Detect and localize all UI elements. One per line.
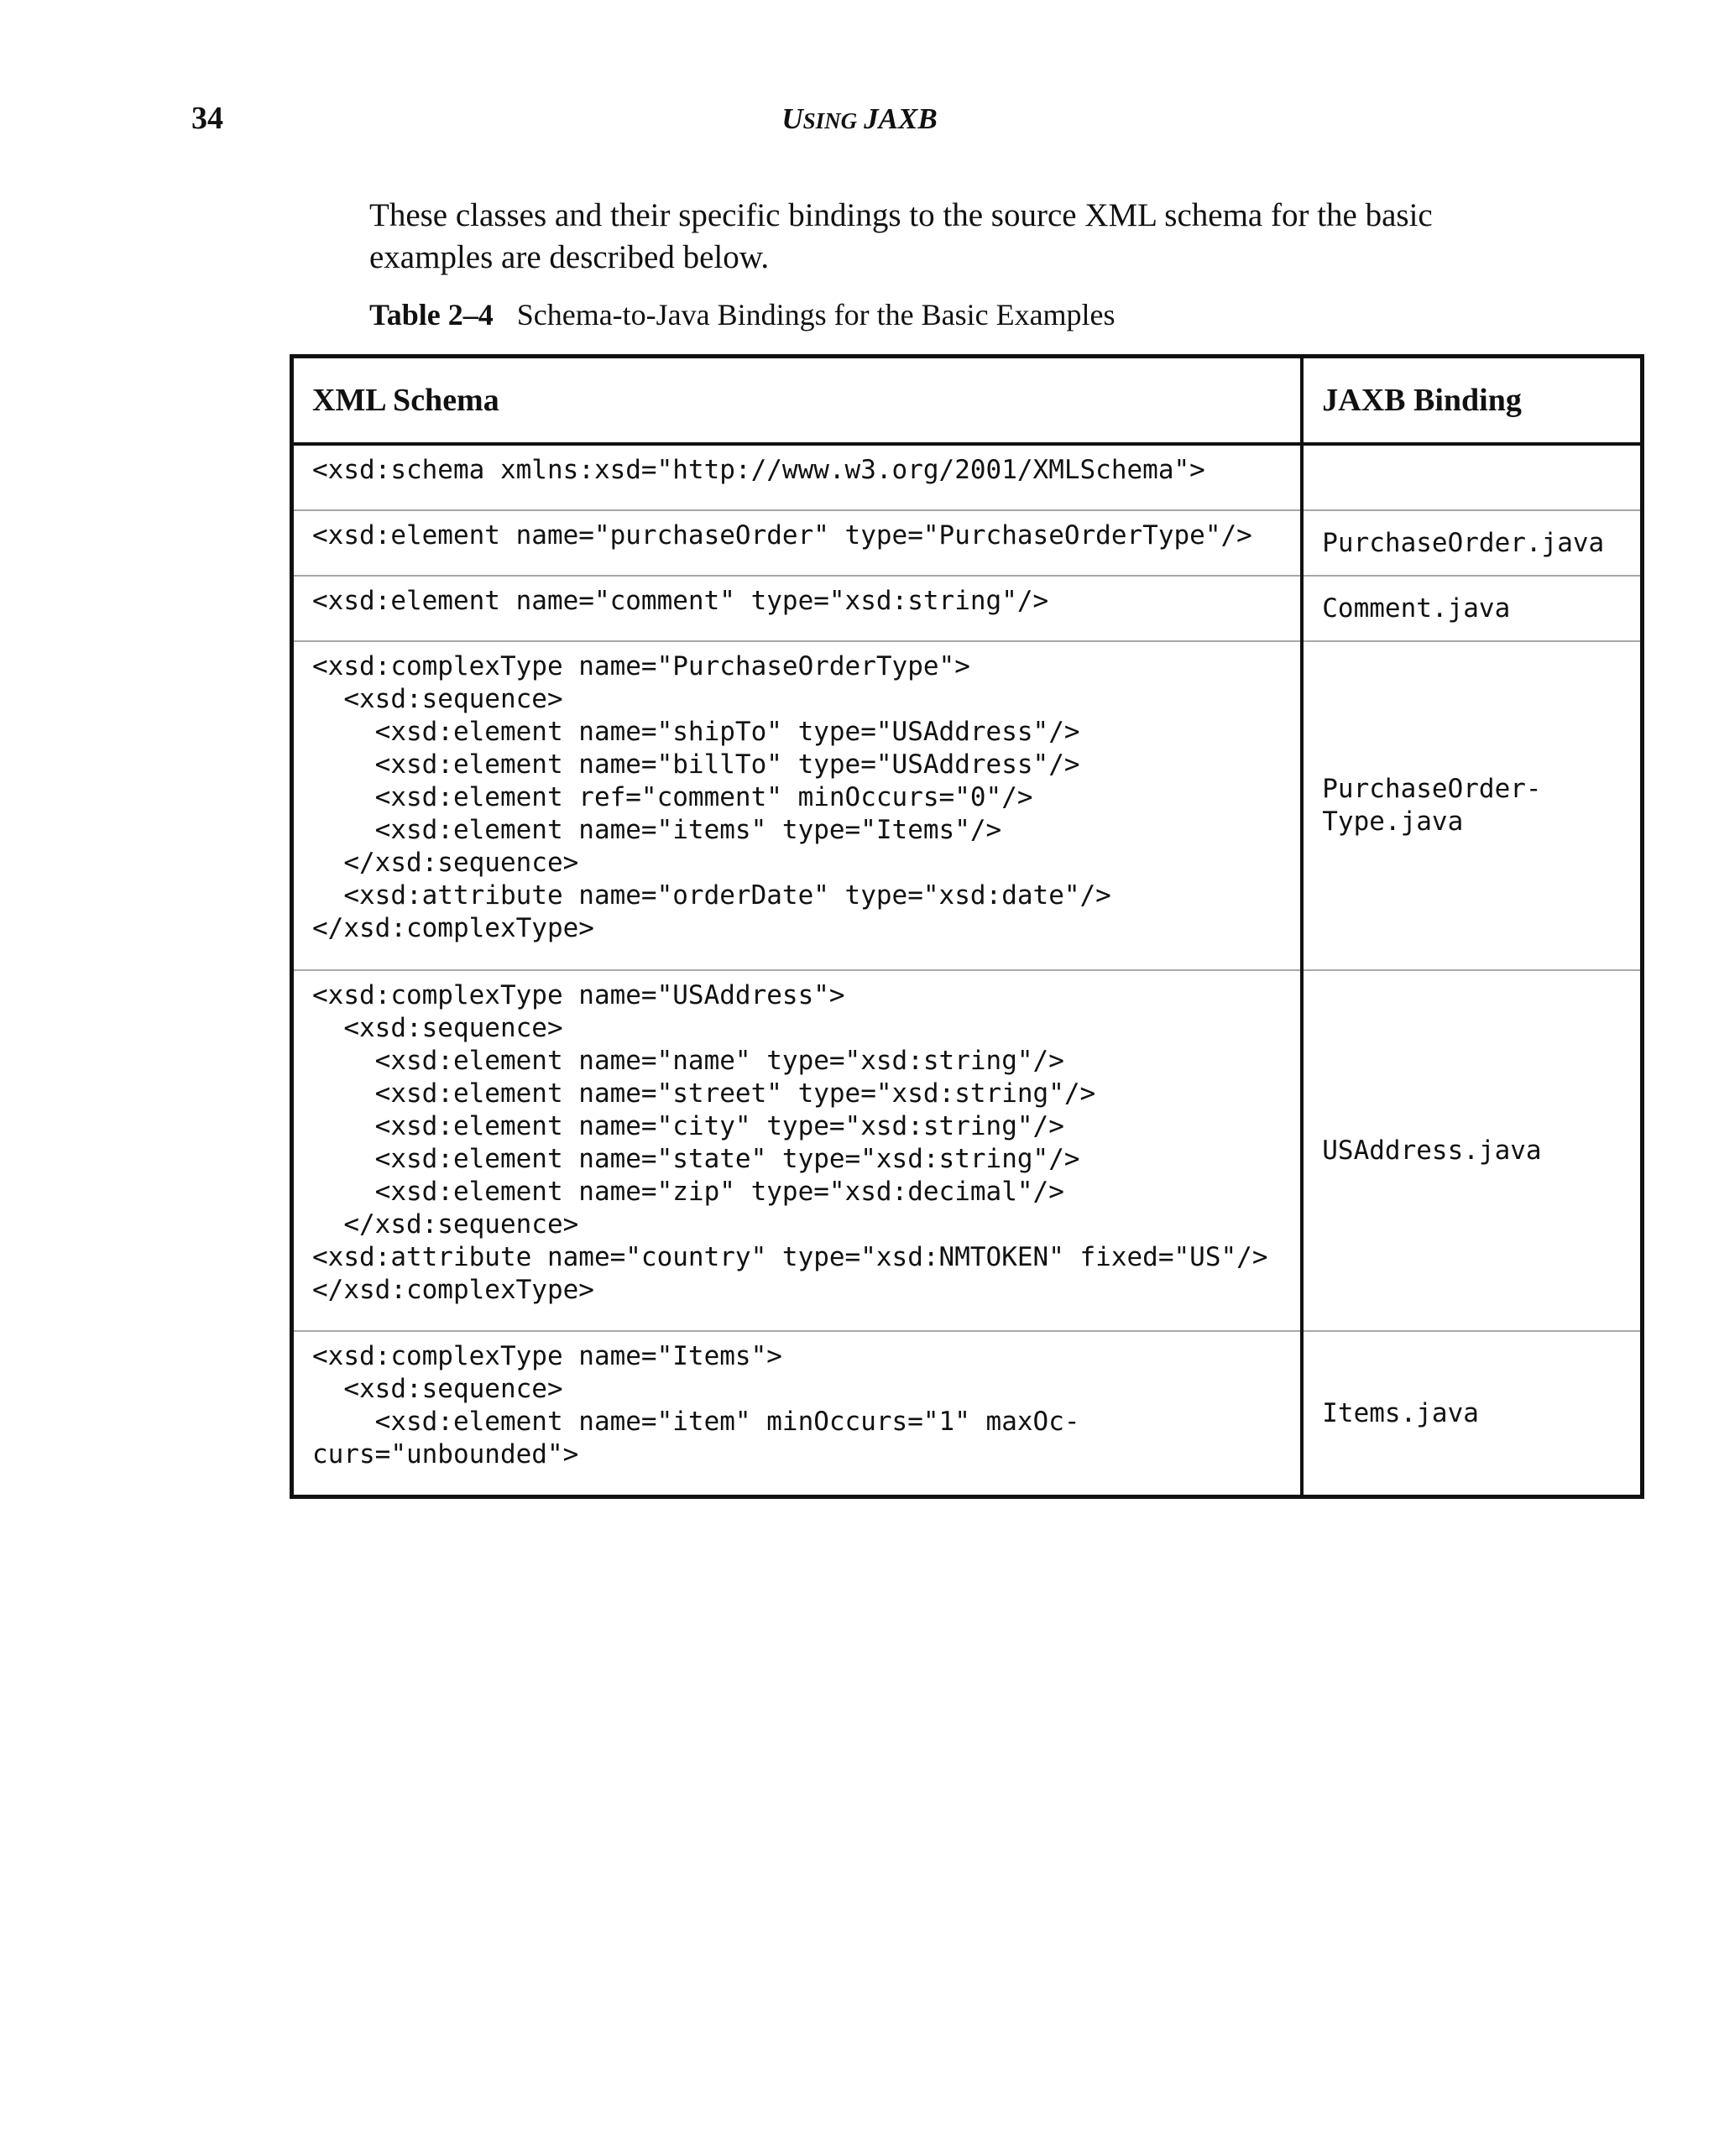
schema-cell: <xsd:schema xmlns:xsd="http://www.w3.org/2001/XMLSchema"> (292, 444, 1303, 510)
schema-cell: <xsd:complexType name="USAddress"> <xsd:sequence> <xsd:element name="name" type="xsd:string"/> <xsd:element name="street" type="xsd:string"/> <xsd:element name="city" type="xsd:string"/> <xsd:element name="state" type="xsd:string"/> <xsd:element name="zip" type="xsd:decimal"/> </xsd:sequence> <xsd:attribute name="country" type="xsd:NMTOKEN" fixed="US"/> </xsd:complexType> (292, 970, 1303, 1331)
binding-cell: USAddress.java (1302, 970, 1642, 1331)
binding-cell: PurchaseOrder.java (1302, 510, 1642, 576)
table-row (292, 1331, 1643, 1497)
page-number: 34 (191, 101, 223, 136)
running-head-caps: AXB (878, 102, 938, 135)
table-row (292, 641, 1643, 970)
table-row (292, 510, 1643, 576)
table-row (292, 970, 1643, 1331)
running-head-initial: J (864, 102, 879, 135)
schema-cell: <xsd:complexType name="Items"> <xsd:sequence> <xsd:element name="item" minOccurs="1" maxOc- curs="unbounded"> (292, 1331, 1303, 1497)
table-header-row (292, 357, 1643, 445)
table-row (292, 444, 1643, 510)
intro-paragraph: These classes and their specific bindings to the source XML schema for the basic examples are described below. (369, 197, 1433, 275)
table-caption-title: Schema-to-Java Bindings for the Basic Examples (516, 298, 1116, 331)
schema-cell: <xsd:complexType name="PurchaseOrderType"> <xsd:sequence> <xsd:element name="shipTo" type="USAddress"/> <xsd:element name="billTo" type="USAddress"/> <xsd:element ref="comment" minOccurs="0"/> <xsd:element name="items" type="Items"/> </xsd:sequence> <xsd:attribute name="orderDate" type="xsd:date"/> </xsd:complexType> (292, 641, 1303, 970)
binding-cell (1302, 444, 1642, 510)
schema-cell: <xsd:element name="comment" type="xsd:string"/> (292, 576, 1303, 641)
schema-cell: <xsd:element name="purchaseOrder" type="PurchaseOrderType"/> (292, 510, 1303, 576)
binding-cell: Comment.java (1302, 576, 1642, 641)
table-row (292, 576, 1643, 641)
table-caption-number: Table 2–4 (369, 298, 494, 331)
table-caption (369, 295, 1116, 334)
binding-cell: Items.java (1302, 1331, 1642, 1497)
column-header-xml-schema: XML Schema (292, 357, 1303, 445)
column-header-jaxb-binding: JAXB Binding (1302, 357, 1642, 445)
running-head-initial: U (781, 102, 803, 135)
bindings-table (290, 354, 1644, 1499)
running-head (0, 101, 1719, 139)
binding-cell: PurchaseOrder- Type.java (1302, 641, 1642, 970)
running-head-caps: SING (802, 108, 858, 133)
